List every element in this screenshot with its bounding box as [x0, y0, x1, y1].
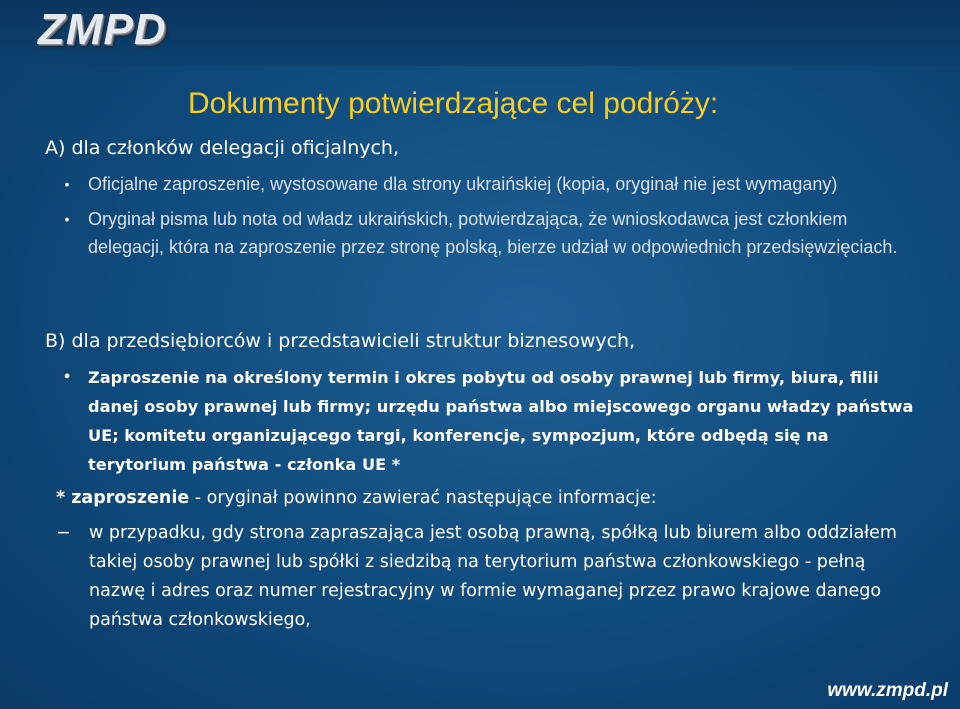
requirement-item: [56, 519, 926, 635]
list-item-text: Oryginał pisma lub nota od władz ukraińskich, potwierdzająca, że wnioskodawca jest członkiem delegacji, która na zaproszenie przez stronę polską, bierze udział w odpowiednich przedsięwzięciach.: [88, 208, 898, 257]
slide-title: Dokumenty potwierdzające cel podróży:: [188, 87, 719, 120]
note-text: - oryginał powinno zawierać następujące informacje:: [189, 488, 657, 508]
list-item-text: Zaproszenie na określony termin i okres pobytu od osoby prawnej lub firmy, biura, filii danej osoby prawnej lub firmy; urzędu państwa albo miejscowego organu władzy państwa UE; komitetu organizującego targi, konferencje, sympozjum, które odbędą się na terytorium państwa - członka UE *: [88, 368, 914, 474]
section-b-list: [60, 363, 924, 479]
section-a-heading: A) dla członków delegacji oficjalnych,: [45, 137, 400, 159]
invitation-note: [56, 484, 657, 512]
bullet-icon: •: [64, 210, 70, 227]
bullet-icon: •: [62, 370, 72, 385]
list-item: [60, 363, 924, 479]
note-label: * zaproszenie: [56, 488, 190, 508]
list-item: [60, 205, 924, 262]
dash-icon: −: [56, 523, 71, 543]
top-banner: [0, 0, 960, 66]
requirement-text: w przypadku, gdy strona zapraszająca jest osobą prawną, spółką lub biurem albo oddziałem takiej osoby prawnej lub spółki z siedzibą na terytorium państwa członkowskiego - pełną nazwę i adres oraz numer rejestracyjny w formie wymaganej przez prawo krajowe danego państwa członkowskiego,: [89, 523, 897, 630]
list-item: [60, 170, 924, 199]
list-item-text: Oficjalne zaproszenie, wystosowane dla strony ukraińskiej (kopia, oryginał nie jest wymagany): [88, 174, 838, 194]
section-b-heading: B) dla przedsiębiorców i przedstawicieli struktur biznesowych,: [45, 330, 636, 352]
zmpd-logo: ZMPD: [38, 5, 167, 54]
footer-url: www.zmpd.pl: [827, 680, 948, 701]
bullet-icon: •: [64, 176, 70, 192]
section-a-list: [60, 170, 924, 268]
